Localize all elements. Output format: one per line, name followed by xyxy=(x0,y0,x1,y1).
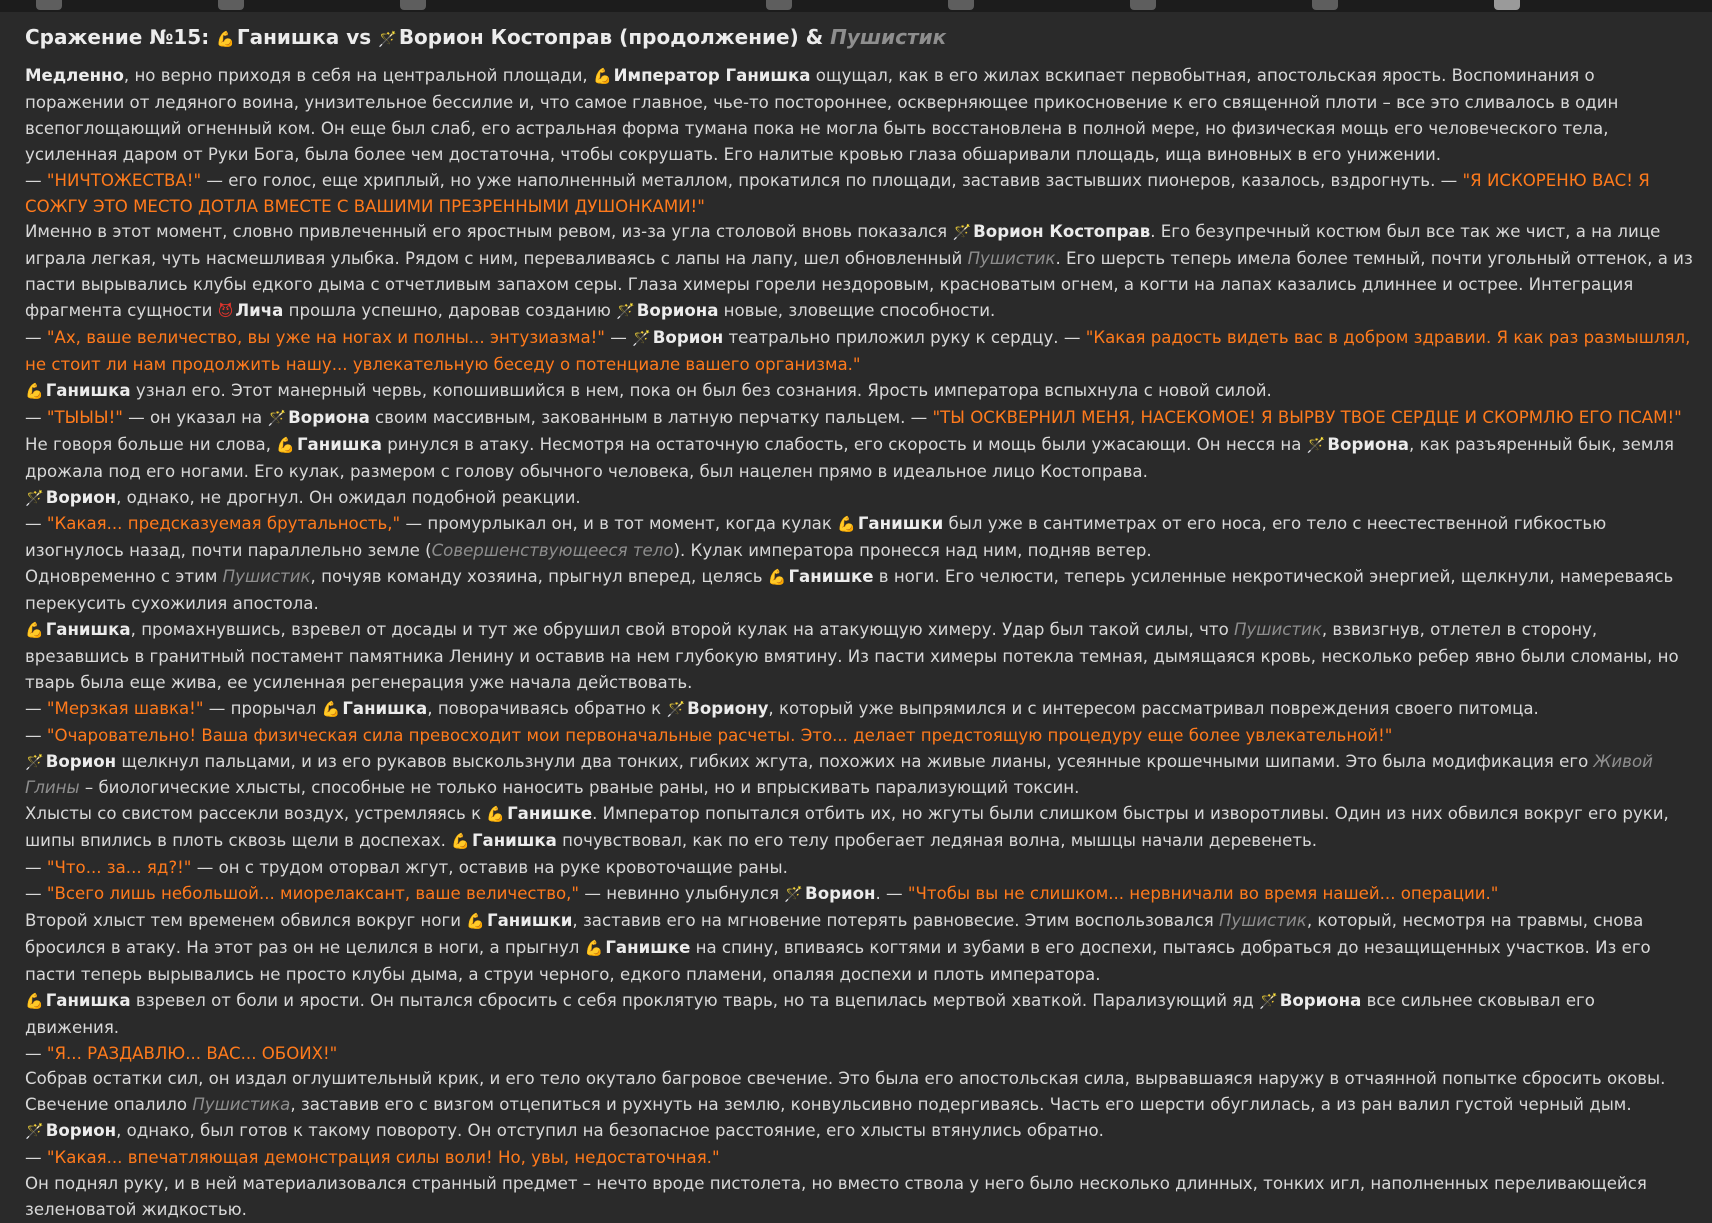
narration-text: , поворачиваясь обратно к xyxy=(427,698,667,718)
flexed-arm-icon: 💪 xyxy=(321,699,341,718)
character-name: Император Ганишка xyxy=(613,66,811,85)
creature-name: Совершенствующееся тело xyxy=(431,541,674,561)
character-name: Ганишка xyxy=(45,380,131,400)
narration-text: на спину, впиваясь когтями и зубами в его доспехи, пытаясь добраться до незащищенных участков. Из его пасти теперь вырывались не просто клубы дыма, а струи черного, едкого пламени, опаляя доспехи и плоть императора. xyxy=(25,937,1651,984)
map-icon[interactable] xyxy=(1130,0,1156,10)
top-nav-bar xyxy=(0,0,1712,12)
character-name: Ворион xyxy=(45,487,117,507)
narration-text: — его голос, еще хриплый, но уже наполненный металлом, прокатился по площади, заставив застывших пионеров, казалось, вздрогнуть. — xyxy=(201,170,1463,190)
dialogue-quote: "Я ИСКОРЕНЮ ВАС! Я СОЖГУ ЭТО МЕСТО ДОТЛА ВМЕСТЕ С ВАШИМИ ПРЕЗРЕННЫМИ ДУШОНКАМИ!" xyxy=(25,170,1650,216)
narration-text: , однако, был готов к такому повороту. Он отступил на безопасное расстояние, его хлысты втянулись обратно. xyxy=(116,1121,1104,1141)
narration-text: — невинно улыбнулся xyxy=(579,884,785,904)
narration-text: — xyxy=(25,170,47,190)
character-name: Вориона xyxy=(1279,990,1362,1010)
narration-text: Второй хлыст тем временем обвился вокруг ноги xyxy=(25,911,467,930)
narration-text: , однако, не дрогнул. Он ожидал подобной реакции. xyxy=(116,487,581,507)
story-paragraph xyxy=(25,405,1693,432)
character-name: Ворион xyxy=(652,328,724,348)
narration-text: — xyxy=(25,407,47,427)
narration-text: . Его шерсть теперь имела более темный, почти угольный оттенок, а из пасти вырывались клубы едкого дыма с отчетливым запахом серы. Глаза химеры горели нездоровым, красноватым огнем, а когти на лапах казались длиннее и острее. Интеграция фрагмента сущности xyxy=(25,249,1693,321)
creature-name: Живой Глины xyxy=(25,751,1653,798)
dialogue-quote: "НИЧТОЖЕСТВА!" xyxy=(46,170,202,190)
story-paragraph xyxy=(25,1118,1693,1145)
dialogue-quote: "Какая радость видеть вас в добром здравии. Я как раз размышлял, не стоит ли нам продолжить нашу... увлекательную беседу о потенциале вашего организма." xyxy=(25,328,1691,374)
title-fighter-1: Ганишка xyxy=(236,25,340,49)
flexed-arm-icon: 💪 xyxy=(276,435,295,454)
narration-text: Именно в этот момент, словно привлеченный его яростным ревом, из-за угла столовой вновь показался xyxy=(25,222,953,242)
flexed-arm-icon: 💪 xyxy=(466,912,486,930)
character-name: Вориона xyxy=(1327,434,1410,454)
creature-name: Пушистик xyxy=(1234,620,1322,640)
narration-text: — xyxy=(25,858,47,878)
narration-text: взревел от боли и ярости. Он пытался сбросить с себя проклятую тварь, но та вцепилась мертвой хваткой. Парализующий яд xyxy=(130,990,1259,1010)
character-name: Ворион Костоправ xyxy=(973,222,1151,242)
narration-text: почувствовал, как по его телу пробегает ледяная волна, мышцы начали деревенеть. xyxy=(556,831,1318,851)
narration-text: , взвизгнув, отлетел в сторону, врезавшись в гранитный постамент памятника Ленину и оставив на нем глубокую вмятину. Из пасти химеры потекла темная, дымящаяся кровь, несколько ребер явно были сломаны, но тварь была еще жива, ее усиленная регенерация уже начала действовать. xyxy=(25,620,1679,692)
story-paragraph xyxy=(25,801,1693,855)
wand-icon: 🪄 xyxy=(666,699,686,718)
devil-icon: 😈 xyxy=(217,302,234,321)
narration-text: — он указал на xyxy=(122,407,268,427)
dialogue-quote: "Мерзкая шавка!" xyxy=(46,698,204,718)
narration-text: ). Кулак императора пронесся над ним, подняв ветер. xyxy=(673,541,1152,561)
narration-text: театрально приложил руку к сердцу. — xyxy=(723,328,1086,348)
clock-icon[interactable] xyxy=(1312,0,1338,10)
narration-text: — xyxy=(604,328,633,348)
flexed-arm-icon: 💪 xyxy=(25,381,44,400)
character-name: Ворион xyxy=(805,884,876,904)
wand-icon: 🪄 xyxy=(632,329,651,348)
narration-text: . Император попытался отбить их, но жгуты были слишком быстры и изворотливы. Один из них обвился вокруг его руки, шипы впились в плоть сквозь щели в доспехах. xyxy=(25,804,1669,851)
character-name: Лича xyxy=(235,301,284,321)
story-paragraph xyxy=(25,696,1693,723)
dialogue-quote: "Какая... предсказуемая брутальность," xyxy=(46,514,401,534)
flexed-arm-icon: 💪 xyxy=(837,515,856,534)
creature-name: Пушистика xyxy=(192,1095,291,1115)
narration-text: — xyxy=(25,698,47,718)
character-name: Вориона xyxy=(288,407,370,427)
flexed-arm-icon: 💪 xyxy=(451,832,470,851)
story-paragraph xyxy=(25,749,1693,802)
character-name: Ганишке xyxy=(605,937,691,957)
character-name: Ганишка xyxy=(471,831,557,851)
narration-text: — прорычал xyxy=(203,698,322,718)
narration-text: — он с трудом оторвал жгут, оставив на руке кровоточащие раны. xyxy=(191,858,788,878)
narration-text: своим массивным, закованным в латную перчатку пальцем. — xyxy=(369,407,933,427)
flexed-arm-icon: 💪 xyxy=(592,67,612,85)
narration-text: — промурлыкал он, и в тот момент, когда кулак xyxy=(400,514,838,534)
character-name: Ворион xyxy=(45,751,117,771)
narration-text: , который уже выпрямился и с интересом рассматривал повреждения своего питомца. xyxy=(768,698,1539,718)
title-fighter-2: Ворион Костоправ (продолжение) & xyxy=(398,25,824,49)
creature-name: Пушистик xyxy=(222,567,311,587)
wand-icon: 🪄 xyxy=(25,488,44,507)
story-paragraph xyxy=(25,1041,1693,1067)
story-paragraph xyxy=(25,219,1693,325)
dialogue-quote: "Какая... впечатляющая демонстрация силы воли! Но, увы, недостаточная." xyxy=(46,1148,720,1168)
narration-text: , но верно приходя в себя на центральной площади, xyxy=(123,66,593,85)
character-name: Ворион xyxy=(45,1121,117,1141)
page-title xyxy=(25,20,1693,56)
dialogue-quote: "Очаровательно! Ваша физическая сила превосходит мои первоначальные расчеты. Это... делает предстоящую процедуру еще более увлекательной!" xyxy=(46,725,1393,745)
sliders-icon[interactable] xyxy=(36,0,62,10)
narration-text: Не говоря больше ни слова, xyxy=(25,434,277,454)
narration-text: новые, зловещие способности. xyxy=(718,301,996,321)
character-name: Ганишке xyxy=(507,804,593,824)
character-name: Вориону xyxy=(687,698,769,718)
story-paragraph xyxy=(25,881,1693,908)
flexed-arm-icon: 💪 xyxy=(25,621,44,640)
title-vs: vs xyxy=(339,25,379,49)
story-text xyxy=(25,63,1693,1223)
wand-icon: 🪄 xyxy=(1259,991,1278,1010)
dialogue-quote: "ТЫ ОСКВЕРНИЛ МЕНЯ, НАСЕКОМОЕ! Я ВЫРВУ ТВОЕ СЕРДЦЕ И СКОРМЛЮ ЕГО ПСАМ!" xyxy=(932,407,1682,427)
narration-text: , который, несмотря на травмы, снова бросился в атаку. На этот раз он не целился в ноги, а прыгнул xyxy=(25,911,1644,957)
story-paragraph xyxy=(25,378,1693,405)
creature-name: Пушистик xyxy=(1218,911,1307,930)
narration-text: был уже в сантиметрах от его носа, его тело с неестественной гибкостью изогнулось назад, почти параллельно земле ( xyxy=(25,514,1607,561)
narration-text: — xyxy=(25,884,47,904)
narration-text: в ноги. Его челюсти, теперь усиленные некротической энергией, щелкнули, намереваясь перекусить сухожилия апостола. xyxy=(25,567,1674,614)
narration-text: – биологические хлысты, способные не только наносить рваные раны, но и впрыскивать парализующий токсин. xyxy=(79,778,1080,798)
narration-text: прошла успешно, даровав созданию xyxy=(283,301,617,321)
narration-text: , заставив его с визгом отцепиться и рухнуть на землю, конвульсивно подергиваясь. Часть его шерсти обуглилась, а из ран валил густой черный дым. xyxy=(290,1095,1632,1115)
flexed-arm-icon: 💪 xyxy=(767,568,787,587)
story-paragraph xyxy=(25,1145,1693,1171)
wand-icon: 🪄 xyxy=(25,1122,44,1141)
story-container xyxy=(25,20,1693,1223)
story-paragraph xyxy=(25,908,1693,988)
dialogue-quote: "Всего лишь небольшой... миорелаксант, ваше величество," xyxy=(46,884,580,904)
dialogue-quote: "Ах, ваше величество, вы уже на ногах и полны... энтузиазма!" xyxy=(46,328,605,348)
character-name: Ганишка xyxy=(45,620,131,640)
flexed-arm-icon: 💪 xyxy=(216,30,235,48)
story-paragraph xyxy=(25,168,1693,220)
narration-text: Он поднял руку, и в ней материализовался странный предмет – нечто вроде пистолета, но вместо ствола у него было несколько длинных, тонких игл, наполненных переливающейся зеленоватой жидкостью. xyxy=(25,1174,1647,1219)
bold-text: Медленно xyxy=(25,66,124,85)
story-paragraph xyxy=(25,432,1693,485)
narration-text: , почуяв команду хозяина, прыгнул вперед, целясь xyxy=(310,567,768,587)
story-paragraph xyxy=(25,564,1693,617)
pin-icon[interactable] xyxy=(218,0,244,10)
narration-text: Одновременно с этим xyxy=(25,567,223,587)
story-paragraph xyxy=(25,617,1693,696)
narration-text: , промахнувшись, взревел от досады и тут же обрушил свой второй кулак на атакующую химеру. Удар был такой силы, что xyxy=(130,620,1234,640)
flexed-arm-icon: 💪 xyxy=(25,991,44,1010)
wand-icon: 🪄 xyxy=(25,752,44,771)
dialogue-quote: "Я... РАЗДАВЛЮ... ВАС... ОБОИХ!" xyxy=(46,1043,338,1063)
creature-name: Пушистик xyxy=(967,249,1056,269)
narration-text: Собрав остатки сил, он издал оглушительный крик, и его тело окутало багровое свечение. Это была его апостольская сила, вырвавшаяся наружу в отчаянной попытке сбросить оковы. Свечение опалило xyxy=(25,1069,1666,1115)
character-name: Ганишке xyxy=(788,567,874,587)
narration-text: . — xyxy=(875,884,908,904)
gamepad-icon[interactable] xyxy=(948,0,974,10)
story-paragraph xyxy=(25,1171,1693,1223)
flexed-arm-icon: 💪 xyxy=(584,938,604,957)
story-paragraph xyxy=(25,63,1693,168)
narration-text: — xyxy=(25,725,47,745)
wand-icon: 🪄 xyxy=(267,408,287,427)
character-name: Вориона xyxy=(636,301,719,321)
character-name: Ганишка xyxy=(296,434,382,454)
narration-text: ринулся в атаку. Несмотря на остаточную слабость, его скорость и мощь были ужасающи. Он несся на xyxy=(381,434,1307,454)
dialogue-quote: "Что... за... яд?!" xyxy=(46,858,192,878)
settings-icon[interactable] xyxy=(766,0,792,10)
wand-icon: 🪄 xyxy=(378,30,397,48)
narration-text: ощущал, как в его жилах вскипает первобытная, апостольская ярость. Воспоминания о поражении от ледяного воина, унизительное бессилие и, что самое главное, чье-то постороннее, оскверняющее прикосновение к его священной плоти – все это сливалось в один всепоглощающий огненный ком. Он еще был слаб, его астральная форма тумана пока не могла быть восстановлена в полной мере, но физическая мощь его человеческого тела, усиленная даром от Руки Бога, была более чем достаточна, чтобы сокрушать. Его налитые кровью глаза обшаривали площадь, ища виновных в его унижении. xyxy=(25,66,1619,164)
story-paragraph xyxy=(25,723,1693,749)
story-paragraph xyxy=(25,325,1693,378)
wand-icon: 🪄 xyxy=(1306,435,1326,454)
narration-text: — xyxy=(25,1148,47,1168)
wand-icon: 🪄 xyxy=(784,885,804,904)
narration-text: все сильнее сковывал его движения. xyxy=(25,990,1595,1037)
narration-text: , как разъяренный бык, земля дрожала под его ногами. Его кулак, размером с голову обычного человека, был нацелен прямо в идеальное лицо Костоправа. xyxy=(25,434,1674,481)
dialogue-quote: "Чтобы вы не слишком... нервничали во время нашей... операции." xyxy=(907,884,1499,904)
narration-text: , заставив его на мгновение потерять равновесие. Этим воспользовался xyxy=(572,911,1219,930)
narration-text: — xyxy=(25,328,47,348)
narration-text: Хлысты со свистом рассекли воздух, устремляясь к xyxy=(25,804,487,824)
flexed-arm-icon: 💪 xyxy=(486,805,506,824)
title-prefix: Сражение №15: xyxy=(25,25,217,49)
narration-text: узнал его. Этот манерный червь, копошившийся в нем, пока он был без сознания. Ярость императора вспыхнула с новой силой. xyxy=(130,380,1272,400)
character-name: Ганишки xyxy=(857,514,944,534)
book-icon[interactable] xyxy=(1494,0,1520,10)
translate-icon[interactable] xyxy=(400,0,426,10)
title-fighter-3: Пушистик xyxy=(830,25,947,49)
character-name: Ганишки xyxy=(487,911,573,930)
narration-text: . Его безупречный костюм был все так же чист, а на лице играла легкая, чуть насмешливая улыбка. Рядом с ним, переваливаясь с лапы на лапу, шел обновленный xyxy=(25,222,1661,269)
narration-text: — xyxy=(25,514,47,534)
story-paragraph xyxy=(25,988,1693,1041)
story-paragraph xyxy=(25,485,1693,512)
wand-icon: 🪄 xyxy=(616,302,635,321)
dialogue-quote: "ТЫЫЫ!" xyxy=(46,407,123,427)
wand-icon: 🪄 xyxy=(952,223,972,242)
story-paragraph xyxy=(25,511,1693,564)
story-paragraph xyxy=(25,855,1693,881)
narration-text: — xyxy=(25,1043,47,1063)
narration-text: щелкнул пальцами, и из его рукавов выскользнули два тонких, гибких жгута, похожих на живые лианы, усеянные крошечными шипами. Это была модификация его xyxy=(116,751,1594,771)
character-name: Ганишка xyxy=(45,990,131,1010)
story-paragraph xyxy=(25,1066,1693,1118)
character-name: Ганишка xyxy=(342,698,428,718)
